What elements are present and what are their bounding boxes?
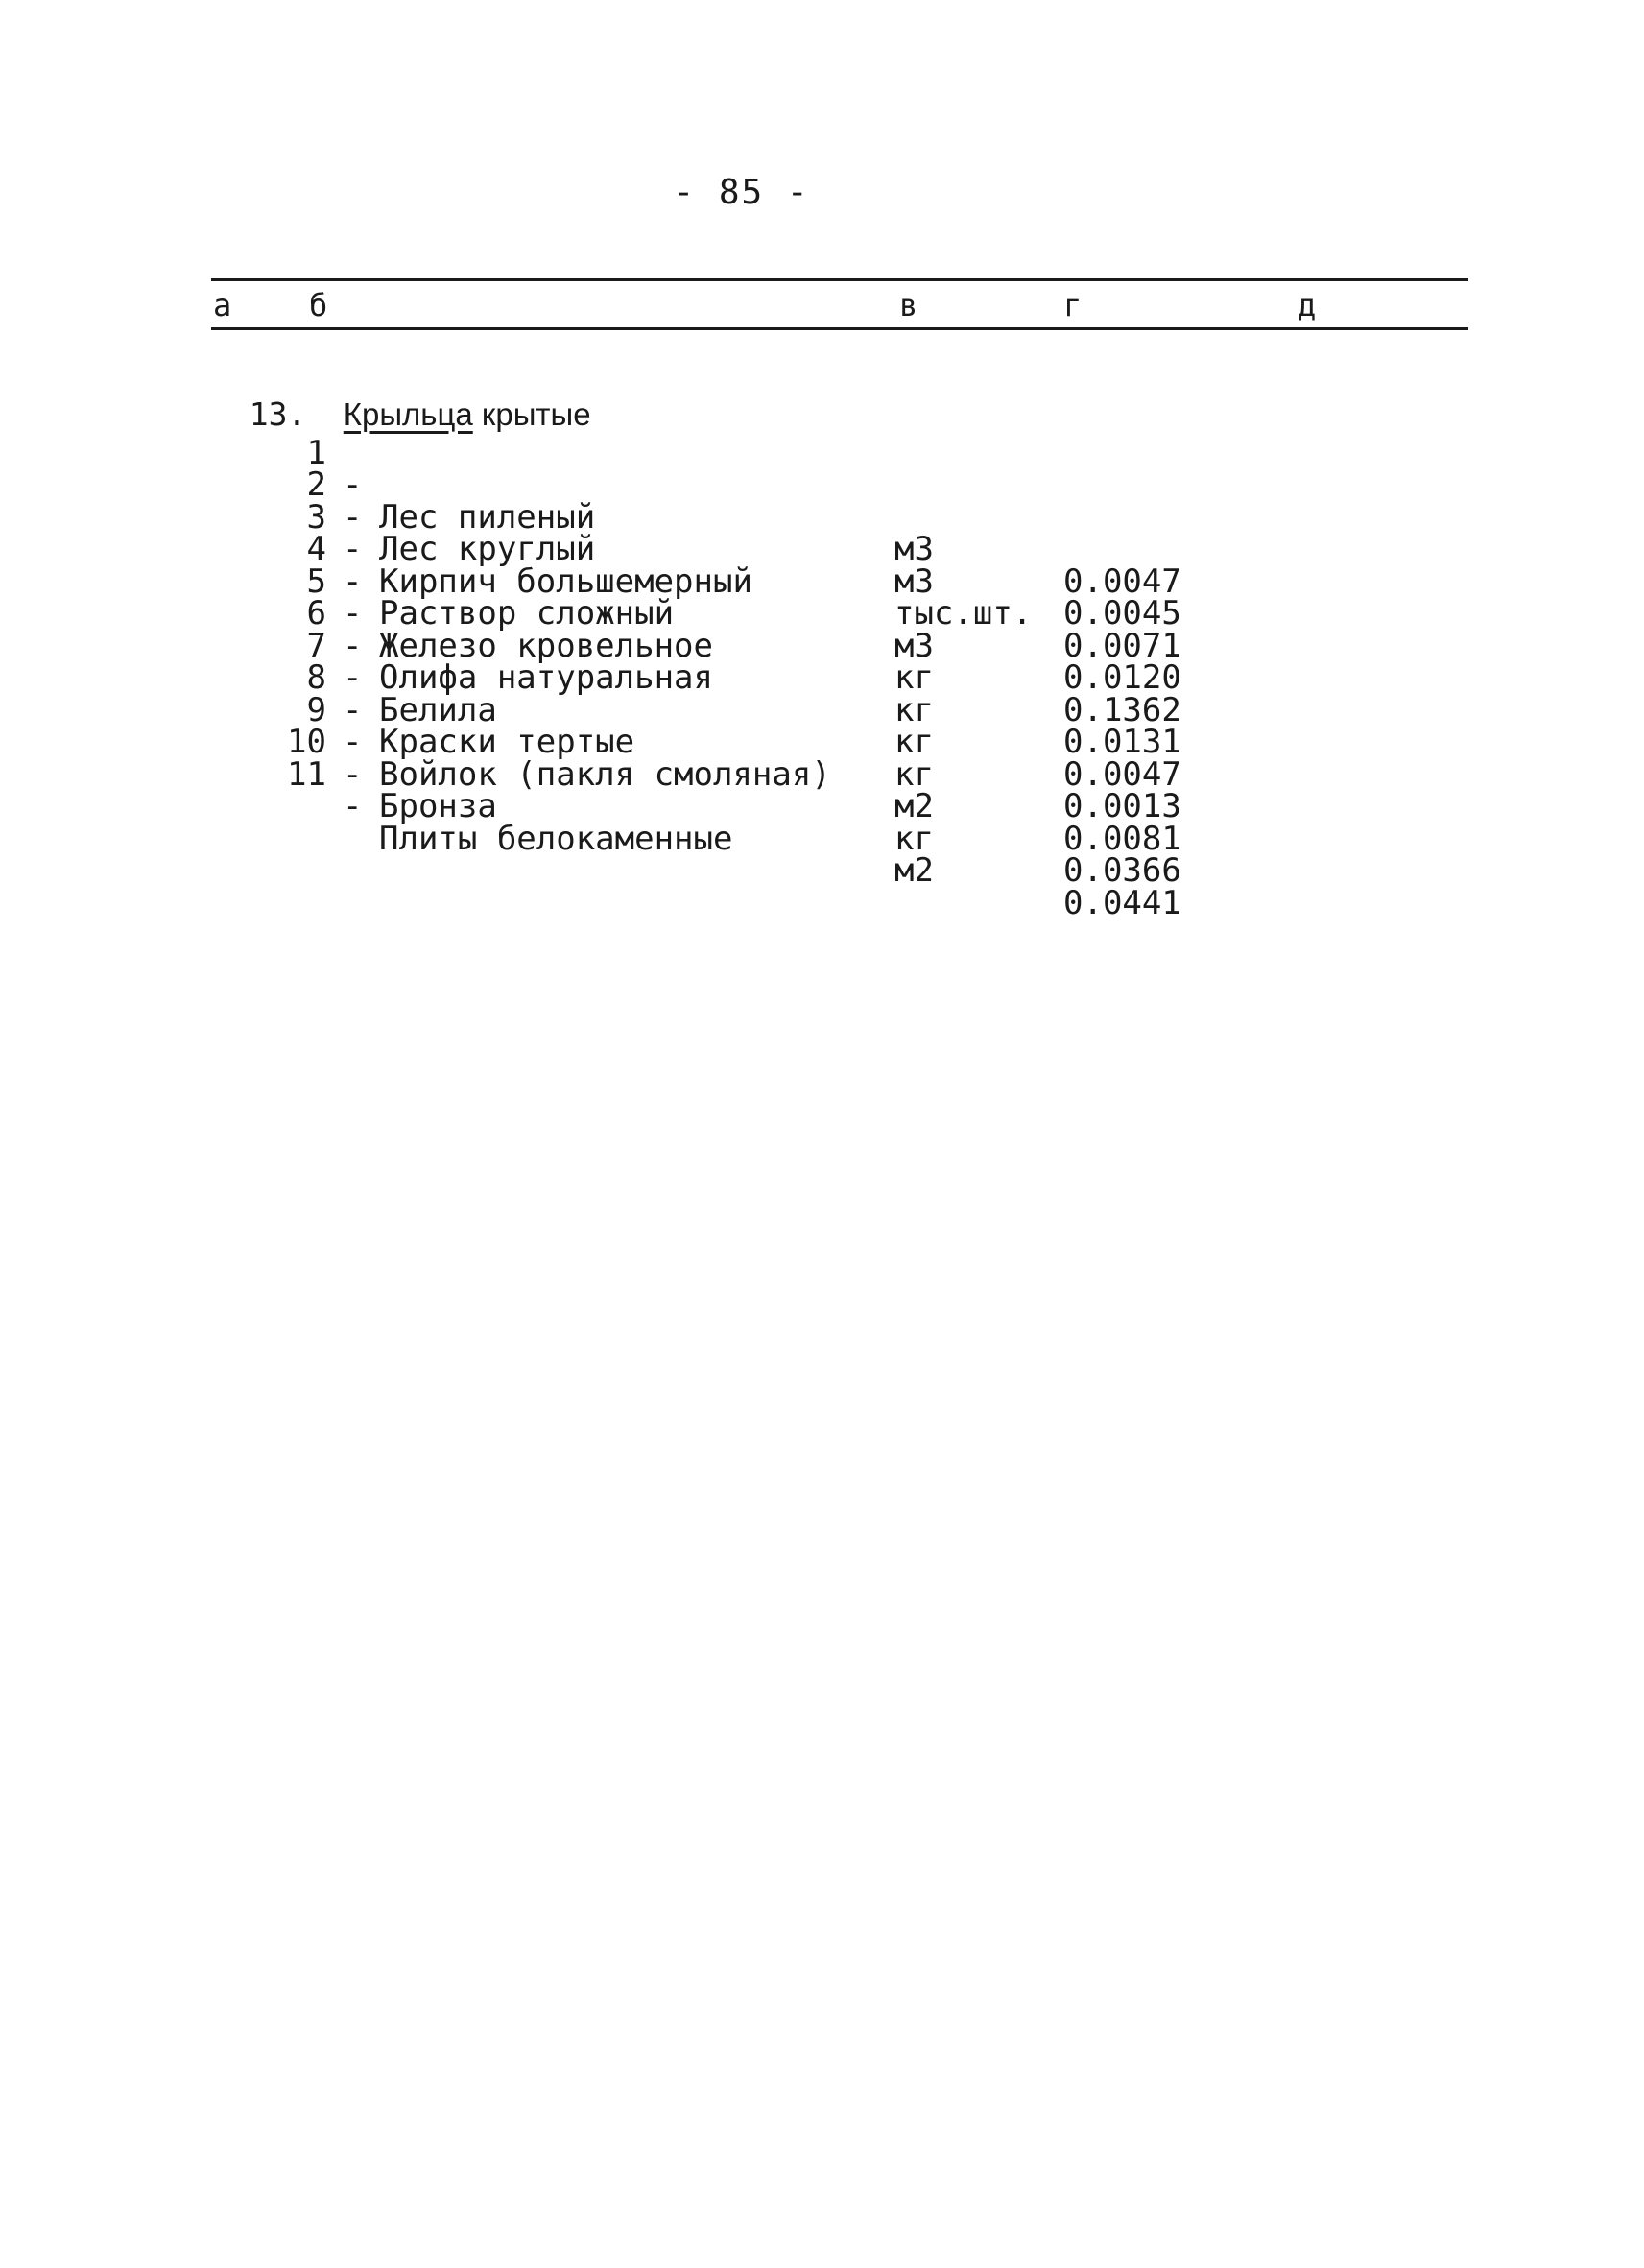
item-dash: - bbox=[343, 594, 363, 633]
item-number: 1 bbox=[306, 433, 326, 472]
item-unit: кг bbox=[894, 690, 934, 729]
section-title-rest: крытые bbox=[472, 396, 591, 432]
item-name: Олифа натуральная bbox=[379, 658, 713, 697]
item-quantity: 0.0441 bbox=[1063, 883, 1181, 922]
item-quantity: 0.0120 bbox=[1063, 658, 1181, 697]
page-number: - 85 - bbox=[673, 173, 810, 212]
item-dash: - bbox=[343, 754, 363, 794]
item-number: 10 bbox=[287, 723, 326, 761]
item-name: Краски тертые bbox=[379, 723, 635, 761]
column-header-d: г bbox=[1063, 287, 1083, 323]
item-name: Лес пиленый bbox=[379, 497, 596, 537]
item-name: Бронза bbox=[379, 787, 497, 825]
item-unit: м2 bbox=[894, 851, 934, 890]
item-name: Войлок (пакля смоляная) bbox=[379, 754, 831, 794]
item-unit: кг bbox=[894, 723, 934, 761]
item-number: 11 bbox=[287, 754, 326, 794]
item-dash: - bbox=[343, 723, 363, 761]
item-name: Лес круглый bbox=[379, 530, 596, 568]
column-header-c: в bbox=[899, 287, 918, 323]
item-quantity: 0.0013 bbox=[1063, 787, 1181, 825]
item-dash: - bbox=[343, 626, 363, 665]
column-header-a: а bbox=[213, 287, 232, 323]
item-dash: - bbox=[343, 561, 363, 601]
item-unit: кг bbox=[894, 658, 934, 697]
item-name: Плиты белокаменные bbox=[379, 819, 733, 858]
item-name: Кирпич большемерный bbox=[379, 561, 752, 601]
item-quantity: 0.0047 bbox=[1063, 561, 1181, 601]
item-unit: м3 bbox=[894, 530, 934, 568]
item-quantity: 0.0047 bbox=[1063, 754, 1181, 794]
item-quantity: 0.0131 bbox=[1063, 723, 1181, 761]
item-number: 7 bbox=[306, 626, 326, 665]
item-name: Белила bbox=[379, 690, 497, 729]
item-dash: - bbox=[343, 690, 363, 729]
item-quantity: 0.0071 bbox=[1063, 626, 1181, 665]
item-quantity: 0.0366 bbox=[1063, 851, 1181, 890]
item-dash: - bbox=[343, 497, 363, 537]
item-quantity: 0.0081 bbox=[1063, 819, 1181, 858]
item-number: 6 bbox=[306, 594, 326, 633]
item-dash: - bbox=[343, 466, 363, 504]
item-unit: кг bbox=[894, 754, 934, 794]
item-unit: тыс.шт. bbox=[894, 594, 1033, 633]
item-quantity: 0.1362 bbox=[1063, 690, 1181, 729]
column-header-e: д bbox=[1298, 287, 1317, 323]
table-top-rule bbox=[211, 278, 1468, 281]
item-quantity: 0.0045 bbox=[1063, 594, 1181, 633]
item-name: Раствор сложный bbox=[379, 594, 675, 633]
item-dash: - bbox=[343, 530, 363, 568]
item-number: 3 bbox=[306, 497, 326, 537]
item-number: 4 bbox=[306, 530, 326, 568]
item-unit: м3 bbox=[894, 561, 934, 601]
item-number: 8 bbox=[306, 658, 326, 697]
item-dash: - bbox=[343, 787, 363, 825]
item-dash: - bbox=[343, 658, 363, 697]
materials-list bbox=[0, 405, 1644, 922]
table-header-rule bbox=[211, 327, 1468, 330]
section-title-underlined: Крыльца bbox=[343, 396, 473, 432]
item-unit: кг bbox=[894, 819, 934, 858]
section-number: 13. bbox=[249, 395, 307, 433]
item-number: 2 bbox=[306, 466, 326, 504]
item-name: Железо кровельное bbox=[379, 626, 713, 665]
item-number: 5 bbox=[306, 561, 326, 601]
item-unit: м2 bbox=[894, 787, 934, 825]
column-header-b: б bbox=[309, 287, 328, 323]
item-number: 9 bbox=[306, 690, 326, 729]
item-unit: м3 bbox=[894, 626, 934, 665]
